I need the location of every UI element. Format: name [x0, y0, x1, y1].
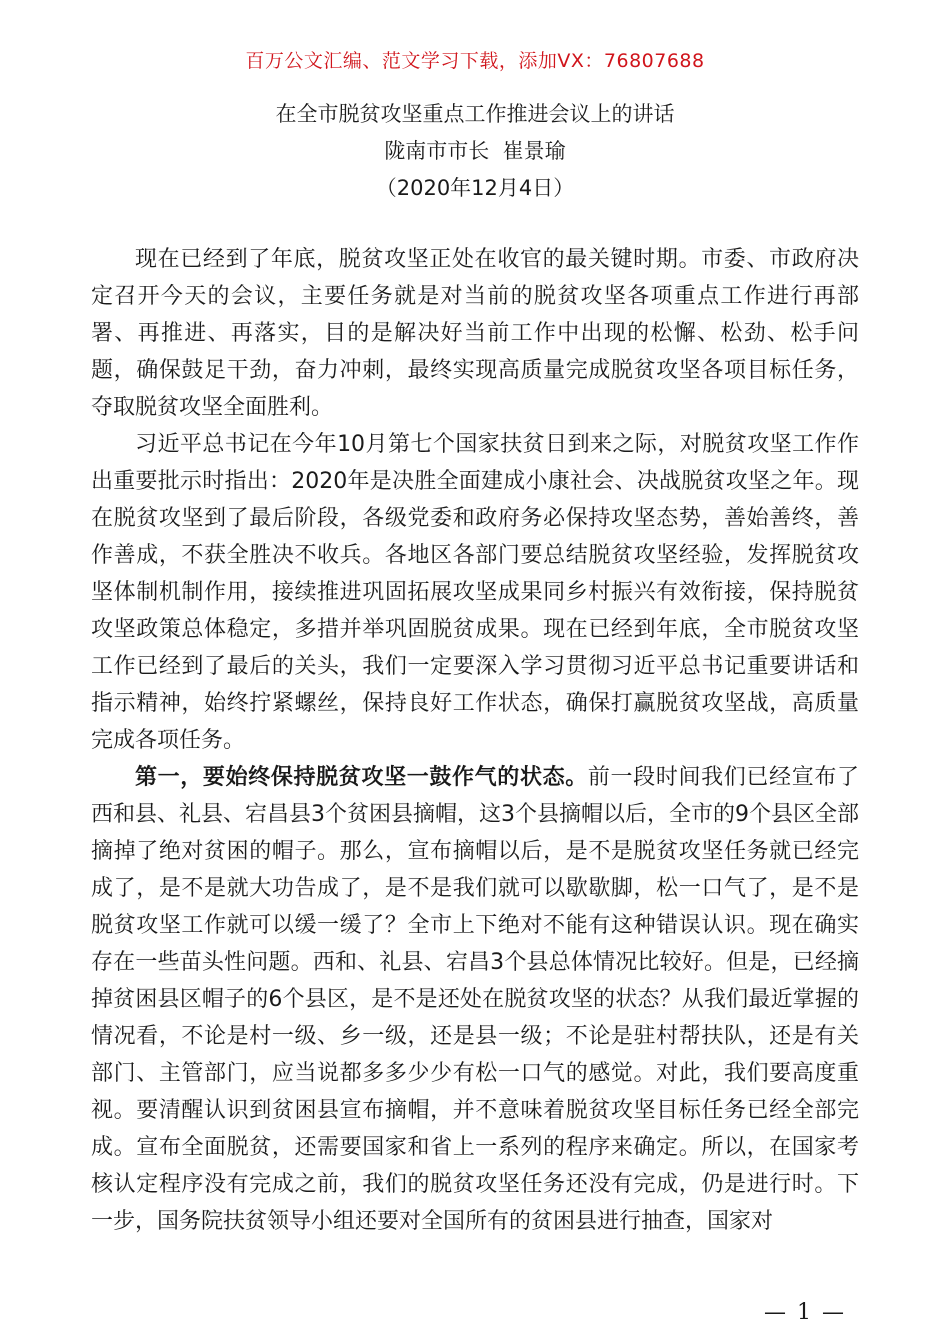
document-body	[91, 241, 859, 1240]
paragraph-1: 现在已经到了年底，脱贫攻坚正处在收官的最关键时期。市委、市政府决定召开今天的会议，主要任务就是对当前的脱贫攻坚各项重点工作进行再部署、再推进、再落实，目的是解决好当前工作中出现的松懈、松劲、松手问题，确保鼓足干劲，奋力冲刺，最终实现高质量完成脱贫攻坚各项目标任务，夺取脱贫攻坚全面胜利。	[91, 247, 859, 420]
page-number: — 1 —	[764, 1300, 846, 1325]
paragraph-2: 习近平总书记在今年10月第七个国家扶贫日到来之际，对脱贫攻坚工作作出重要批示时指出：2020年是决胜全面建成小康社会、决战脱贫攻坚之年。现在脱贫攻坚到了最后阶段，各级党委和政府务必保持攻坚态势，善始善终，善作善成，不获全胜决不收兵。各地区各部门要总结脱贫攻坚经验，发挥脱贫攻坚体制机制作用，接续推进巩固拓展攻坚成果同乡村振兴有效衔接，保持脱贫攻坚政策总体稳定，多措并举巩固脱贫成果。现在已经到年底，全市脱贫攻坚工作已经到了最后的关头，我们一定要深入学习贯彻习近平总书记重要讲话和指示精神，始终拧紧螺丝，保持良好工作状态，确保打赢脱贫攻坚战，高质量完成各项任务。	[91, 432, 859, 753]
document-date: （2020年12月4日）	[375, 176, 575, 200]
document-title: 在全市脱贫攻坚重点工作推进会议上的讲话	[275, 102, 675, 126]
document-author: 陇南市市长 崔景瑜	[384, 139, 566, 163]
promo-banner: 百万公文汇编、范文学习下载，添加VX：76807688	[245, 50, 705, 72]
document-header	[0, 96, 950, 207]
paragraph-3-text: 前一段时间我们已经宣布了西和县、礼县、宕昌县3个贫困县摘帽，这3个县摘帽以后，全市的9个县区全部摘掉了绝对贫困的帽子。那么，宣布摘帽以后，是不是脱贫攻坚任务就已经完成了，是不是就大功告成了，是不是我们就可以歇歇脚，松一口气了，是不是脱贫攻坚工作就可以缓一缓了？全市上下绝对不能有这种错误认识。现在确实存在一些苗头性问题。西和、礼县、宕昌3个县总体情况比较好。但是，已经摘掉贫困县区帽子的6个县区，是不是还处在脱贫攻坚的状态？从我们最近掌握的情况看，不论是村一级、乡一级，还是县一级；不论是驻村帮扶队，还是有关部门、主管部门，应当说都多多少少有松一口气的感觉。对此，我们要高度重视。要清醒认识到贫困县宣布摘帽，并不意味着脱贫攻坚目标任务已经全部完成。宣布全面脱贫，还需要国家和省上一系列的程序来确定。所以，在国家考核认定程序没有完成之前，我们的脱贫攻坚任务还没有完成，仍是进行时。下一步，国务院扶贫领导小组还要对全国所有的贫困县进行抽查，国家对	[91, 765, 859, 1234]
paragraph-3	[91, 759, 859, 1240]
paragraph-3-lead: 第一，要始终保持脱贫攻坚一鼓作气的状态。	[135, 765, 588, 790]
